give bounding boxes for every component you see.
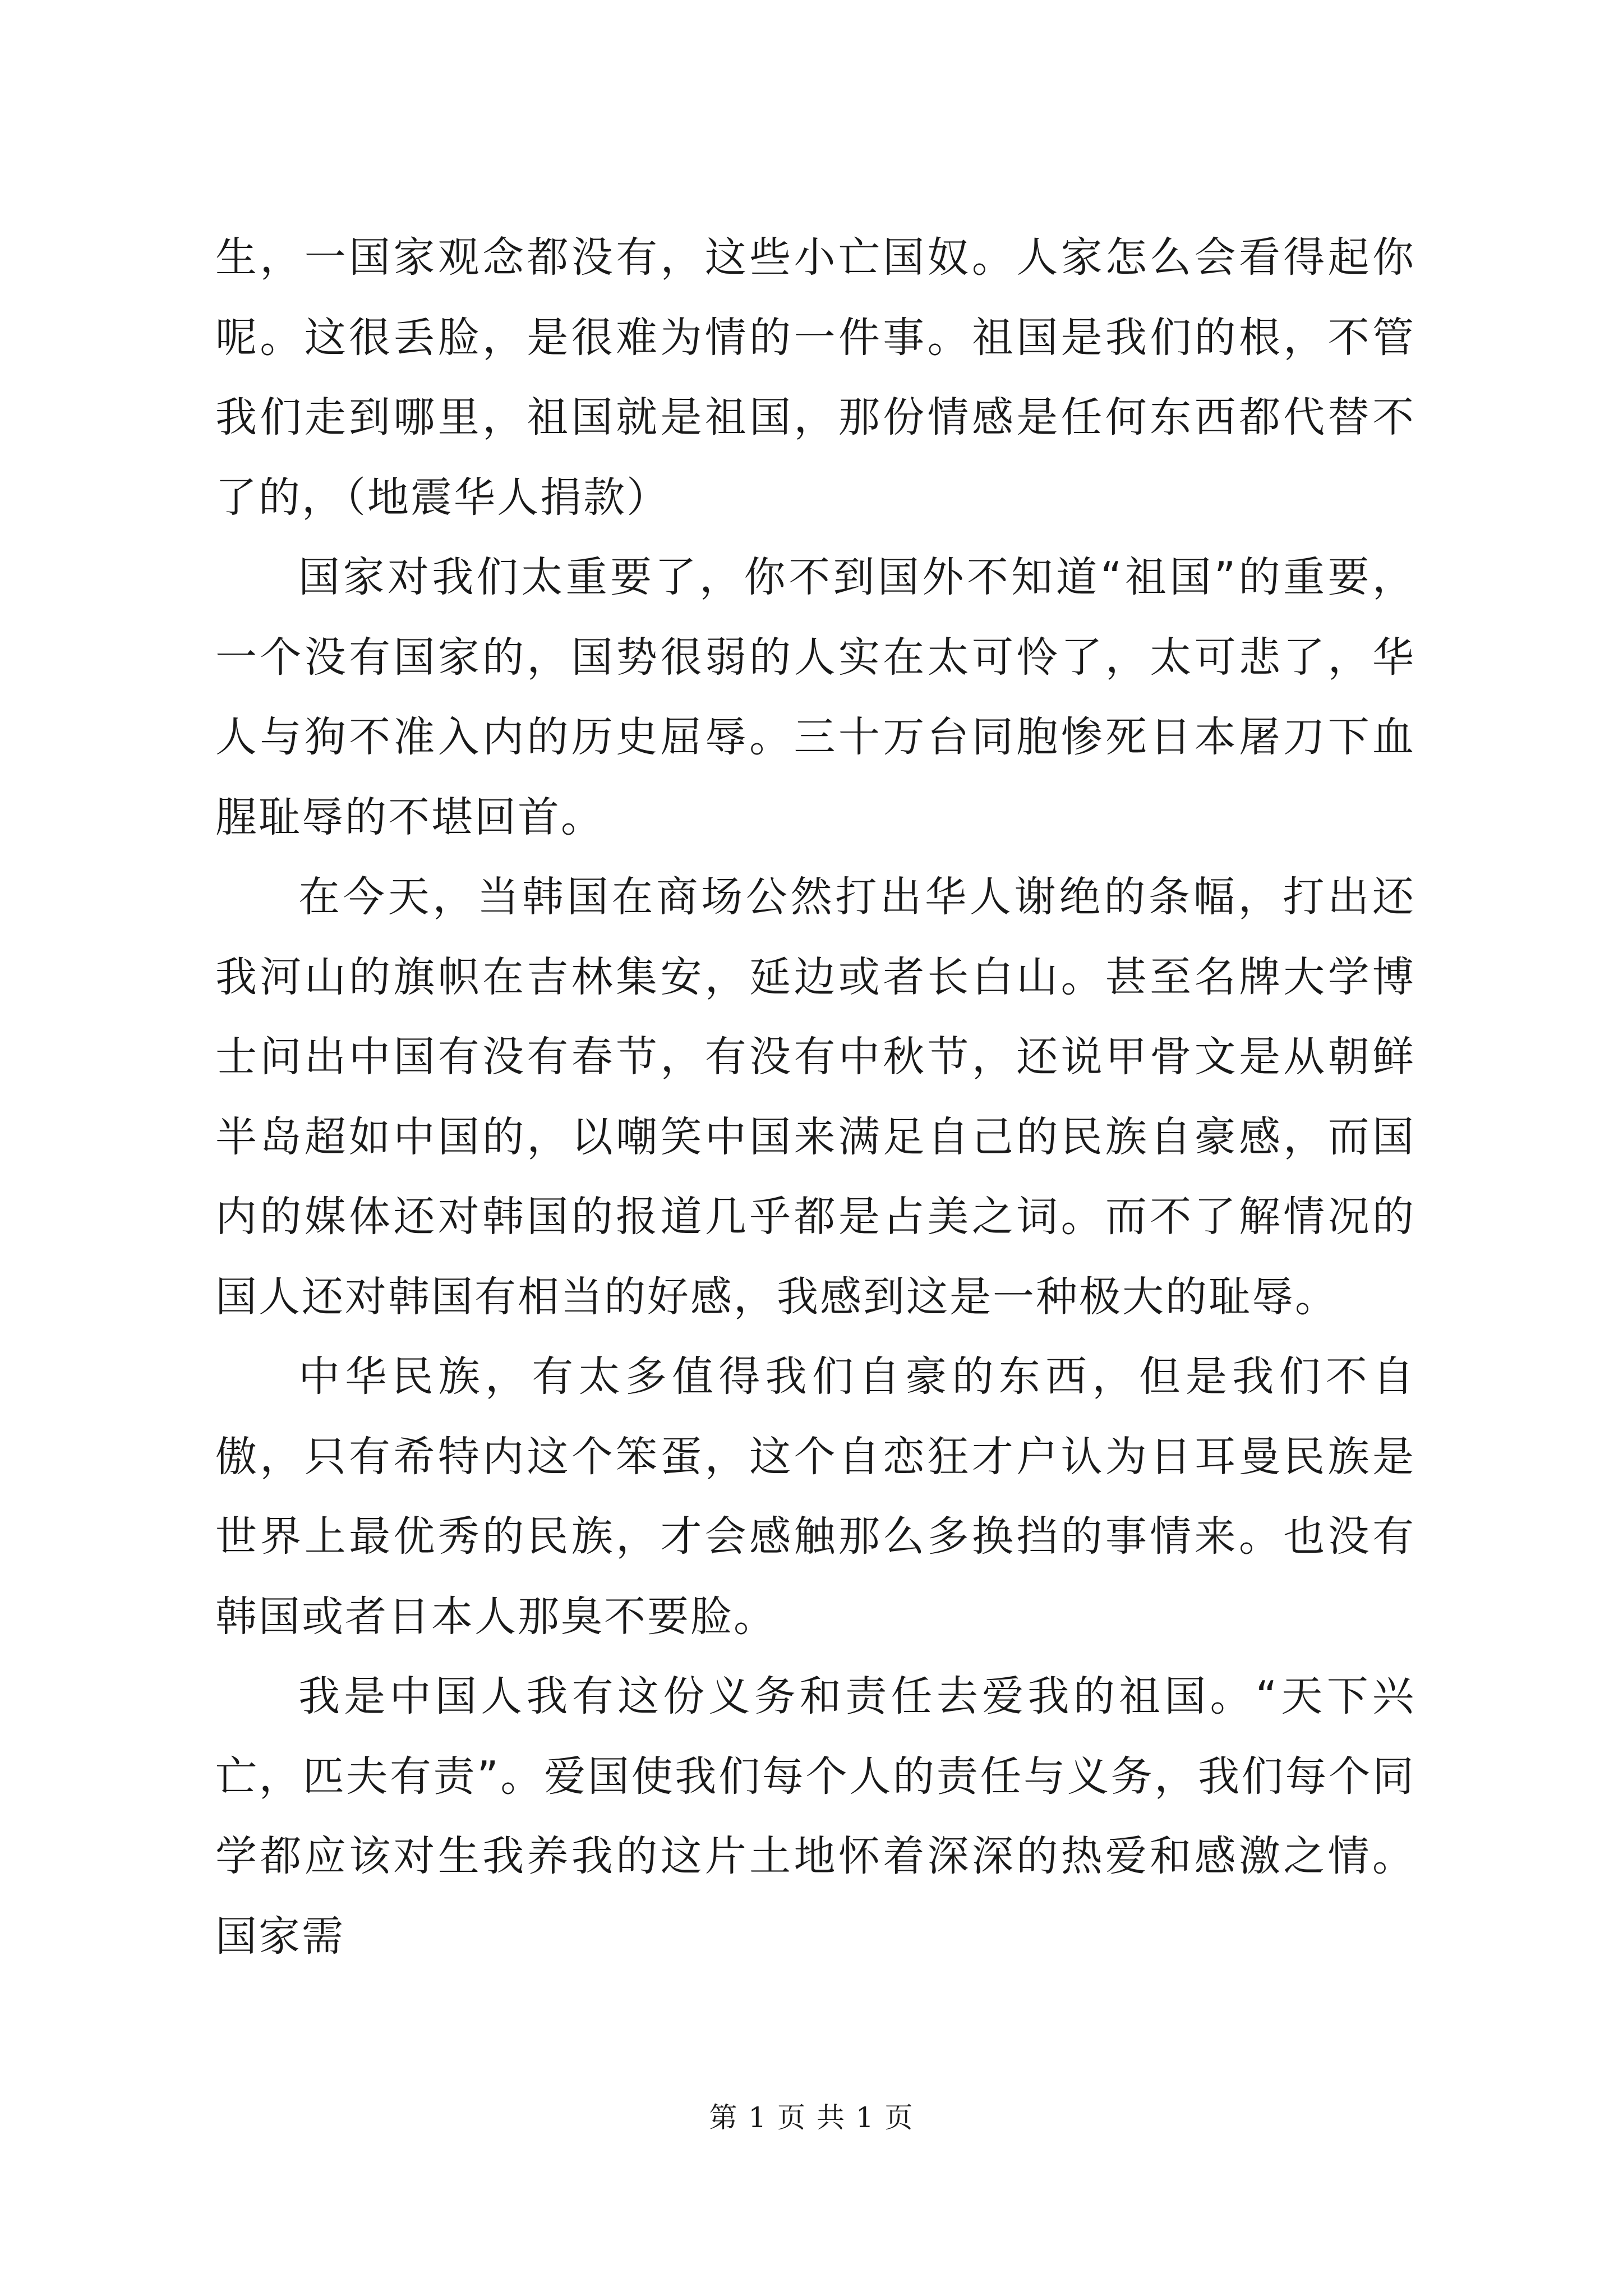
paragraph-4: 中华民族，有太多值得我们自豪的东西，但是我们不自傲，只有希特内这个笨蛋，这个自恋狂才户认为日耳曼民族是世界上最优秀的民族，才会感触那么多换挡的事情来。也没有韩国或者日本人那臭不要脸。	[215, 1352, 1415, 1641]
paragraph-3: 在今天，当韩国在商场公然打出华人谢绝的条幅，打出还我河山的旗帜在吉林集安，延边或者长白山。甚至名牌大学博士问出中国有没有春节，有没有中秋节，还说甲骨文是从朝鲜半岛超如中国的，以嘲笑中国来满足自己的民族自豪感，而国内的媒体还对韩国的报道几乎都是占美之词。而不了解情况的国人还对韩国有相当的好感，我感到这是一种极大的耻辱。	[215, 873, 1415, 1321]
paragraph-2: 国家对我们太重要了，你不到国外不知道“祖国”的重要，一个没有国家的，国势很弱的人实在太可怜了，太可悲了，华人与狗不准入内的历史屈辱。三十万台同胞惨死日本屠刀下血腥耻辱的不堪回首。	[215, 553, 1415, 841]
document-body	[215, 218, 1415, 1976]
paragraph-1: 生，一国家观念都没有，这些小亡国奴。人家怎么会看得起你呢。这很丢脸，是很难为情的一件事。祖国是我们的根，不管我们走到哪里，祖国就是祖国，那份情感是任何东西都代替不了的，（地震华人捐款）	[215, 233, 1415, 522]
paragraph-5: 我是中国人我有这份义务和责任去爱我的祖国。“天下兴亡，匹夫有责”。爱国使我们每个人的责任与义务，我们每个同学都应该对生我养我的这片土地怀着深深的热爱和感激之情。国家需	[215, 1672, 1415, 1961]
page-footer: 第 1 页 共 1 页	[709, 2101, 914, 2134]
